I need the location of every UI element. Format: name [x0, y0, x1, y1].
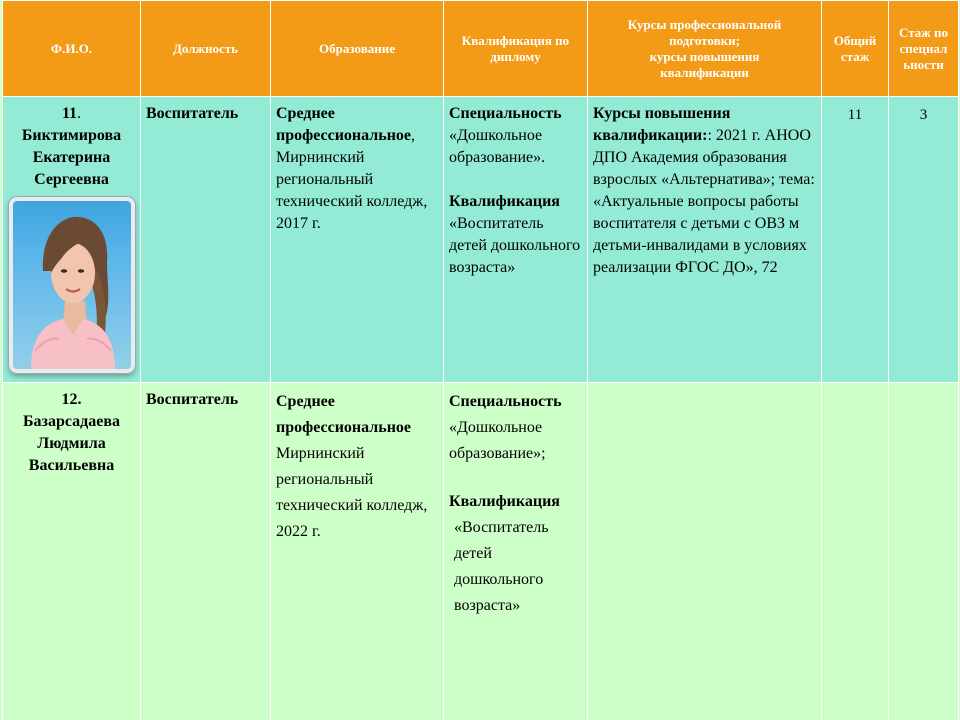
position-cell: Воспитатель: [141, 383, 271, 720]
header-qualification: Квалификация по диплому: [444, 1, 588, 97]
portrait-image: [13, 201, 131, 369]
qualification-cell: Специальность «Дошкольное образование». Квалификация «Воспитатель детей дошкольного возраста»: [444, 97, 588, 383]
header-courses: Курсы профессиональной подготовки; курсы повышения квалификации: [588, 1, 822, 97]
header-specialty-experience: Стаж по специал ьности: [889, 1, 959, 97]
position-cell: Воспитатель: [141, 97, 271, 383]
header-fio: Ф.И.О.: [3, 1, 141, 97]
name-line: Екатерина: [32, 149, 111, 166]
row-number: 11: [61, 105, 78, 122]
specialty-experience-cell: 3: [889, 97, 959, 383]
table-row: [3, 97, 959, 383]
education-cell: Среднее профессиональное, Мирнинский региональный технический колледж, 2017 г.: [271, 97, 444, 383]
row-number: 12.: [61, 391, 82, 408]
name-line: Базарсадаева: [22, 413, 121, 430]
name-line: Людмила: [37, 435, 106, 452]
total-experience-cell: [822, 383, 889, 720]
courses-cell: Курсы повышения квалификации:: 2021 г. АНОО ДПО Академия образования взрослых «Альтернатива»; тема: «Актуальные вопросы работы воспитателя с детьми с ОВЗ м детьми-инвалидами в условиях реализации ФГОС ДО», 72: [588, 97, 822, 383]
fio-cell: [3, 383, 141, 720]
total-experience-cell: 11: [822, 97, 889, 383]
name-line: Васильевна: [28, 457, 115, 474]
header-row: [3, 1, 959, 97]
courses-cell: [588, 383, 822, 720]
employee-photo: [9, 197, 135, 373]
qualification-cell: Специальность «Дошкольное образование»; Квалификация «Воспитатель детей дошкольного возраста»: [444, 383, 588, 720]
name-line: Сергеевна: [34, 171, 109, 188]
name-line: Биктимирова: [21, 127, 122, 144]
header-position: Должность: [141, 1, 271, 97]
staff-table: [2, 0, 959, 720]
education-cell: Среднее профессиональное Мирнинский региональный технический колледж, 2022 г.: [271, 383, 444, 720]
header-education: Образование: [271, 1, 444, 97]
fio-cell: 11. Биктимирова Екатерина Сергеевна: [3, 97, 141, 383]
specialty-experience-cell: [889, 383, 959, 720]
header-total-experience: Общий стаж: [822, 1, 889, 97]
table-row: [3, 383, 959, 720]
